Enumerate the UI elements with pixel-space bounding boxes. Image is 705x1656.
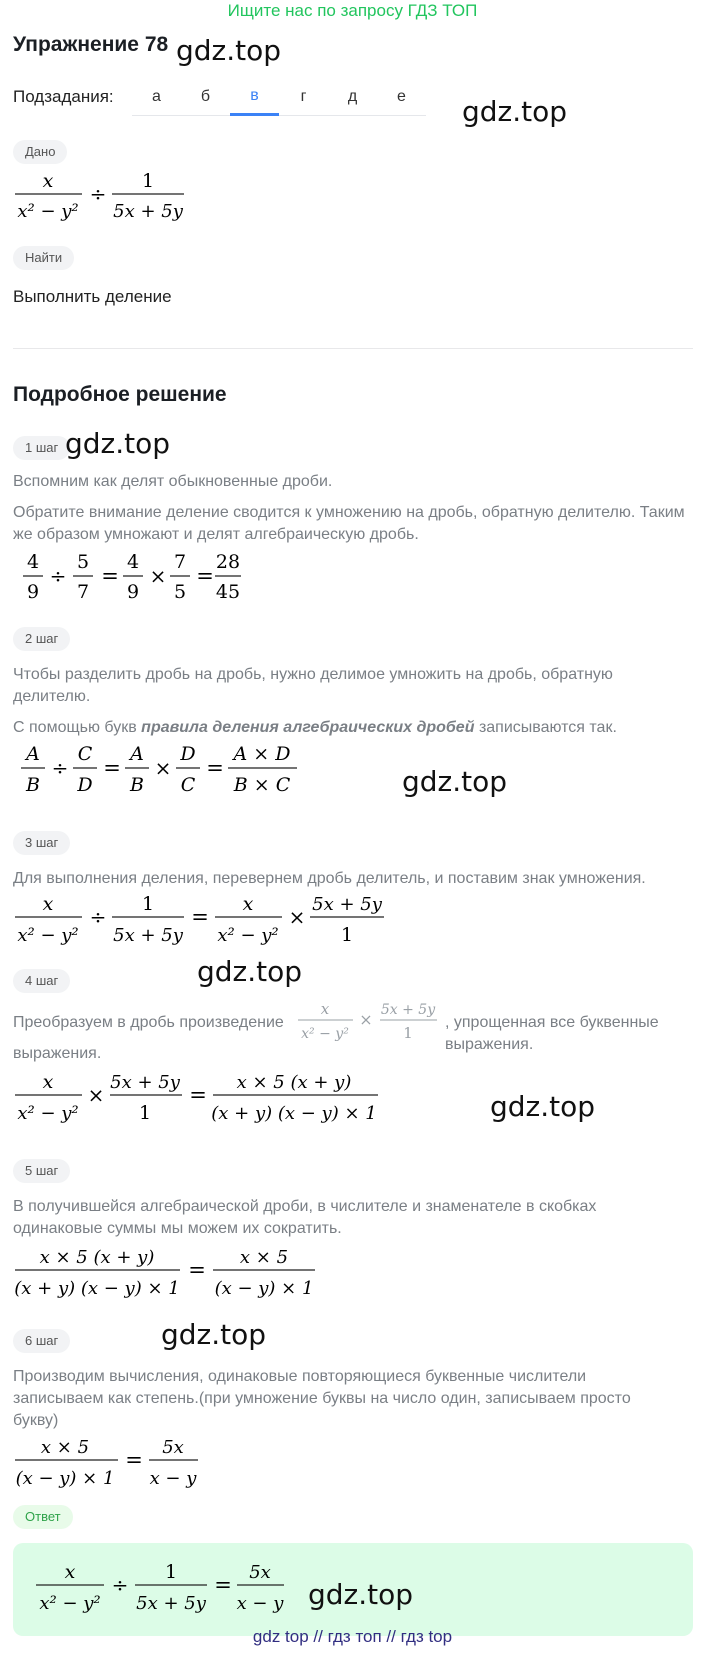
svg-text:7: 7 [76,581,90,603]
step-6-chip: 6 шаг [13,1329,70,1353]
svg-text:x² − y²: x² − y² [17,925,79,946]
page-title: Упражнение 78 [13,33,169,56]
svg-text:=: = [191,905,209,929]
divider [13,348,693,349]
step-1-text-2: Обратите внимание деление сводится к умножению на дробь, обратную делителю. Таким же образом умножают и делят алгебраическую дробь. [13,504,685,543]
watermark: gdz.top [176,34,282,67]
svg-text:4: 4 [26,551,40,573]
step-4-text-1: Преобразуем в дробь произведение [13,1014,284,1031]
step-2-text-2: С помощью букв правила деления алгебраических дробей записываются так. [13,719,617,736]
svg-text:=: = [125,1448,143,1472]
step-4-inline-expression [295,998,445,1046]
step-6-text: Производим вычисления, одинаковые повторяющиеся буквенные числители записываем как степень.(при умножение буквы на число один, записываем просто букву) [13,1368,631,1429]
step-3-expression [10,890,390,950]
svg-text:÷: ÷ [49,564,67,588]
solution-title: Подробное решение [13,383,227,406]
watermark: gdz.top [462,95,568,128]
step-6-expression [10,1433,230,1493]
op-div: ÷ [89,182,107,206]
svg-text:×: × [149,564,167,588]
svg-text:5x + 5y: 5x + 5y [136,1593,206,1614]
step-2-expression [15,740,305,800]
svg-text:÷: ÷ [51,756,69,780]
svg-text:x: x [64,1561,76,1583]
tab-e[interactable]: е [377,78,426,116]
given-d1: x² − y² [17,201,79,222]
svg-text:D: D [77,774,93,796]
step-2-text-1: Чтобы разделить дробь на дробь, нужно делимое умножить на дробь, обратную делителю. [13,666,613,705]
step-4-text-3: выражения. [13,1045,102,1062]
svg-text:(x + y) (x − y) × 1: (x + y) (x − y) × 1 [211,1103,377,1124]
svg-text:5: 5 [76,551,90,573]
svg-text:1: 1 [340,924,354,946]
svg-text:×: × [359,1010,373,1029]
svg-text:(x − y) × 1: (x − y) × 1 [214,1278,314,1299]
svg-text:=: = [103,756,121,780]
step-4-chip: 4 шаг [13,969,70,993]
svg-text:x: x [42,1071,54,1093]
given-n2: 1 [141,170,155,192]
svg-text:×: × [87,1083,105,1107]
svg-text:x − y: x − y [236,1593,284,1614]
step-5-text: В получившейся алгебраической дроби, в числителе и знаменателе в скобках одинаковые суммы мы можем их сократить. [13,1198,597,1237]
svg-text:x × 5 (x + y): x × 5 (x + y) [236,1072,352,1093]
footer-links[interactable]: gdz top // гдз топ // гдз top [252,1627,453,1646]
svg-text:4: 4 [126,551,140,573]
svg-text:=: = [101,564,119,588]
svg-text:A: A [130,743,144,765]
svg-text:x² − y²: x² − y² [301,1026,349,1042]
watermark: gdz.top [402,765,508,798]
svg-text:9: 9 [26,581,40,603]
svg-text:45: 45 [215,581,241,603]
step-3-text: Для выполнения деления, перевернем дробь делитель, и поставим знак умножения. [13,870,646,887]
svg-text:B: B [130,774,144,796]
svg-text:5x + 5y: 5x + 5y [113,925,183,946]
svg-text:D: D [180,743,196,765]
svg-text:x² − y²: x² − y² [217,925,279,946]
svg-text:x: x [320,1000,330,1018]
svg-text:÷: ÷ [89,905,107,929]
tab-b[interactable]: б [181,78,230,116]
svg-text:B: B [26,774,40,796]
svg-text:5: 5 [173,581,187,603]
step-1-expression [15,548,245,606]
svg-text:×: × [288,905,306,929]
answer-chip: Ответ [13,1505,73,1529]
svg-text:A: A [26,743,40,765]
svg-text:5x: 5x [249,1562,271,1583]
step-4-expression [10,1068,390,1128]
svg-text:A × D: A × D [233,743,291,765]
svg-text:=: = [214,1573,232,1597]
svg-text:x² − y²: x² − y² [17,1103,79,1124]
svg-text:x² − y²: x² − y² [39,1593,101,1614]
step-5-chip: 5 шаг [13,1159,70,1183]
step-1-chip: 1 шаг [13,436,70,460]
watermark: gdz.top [161,1318,267,1351]
svg-text:x − y: x − y [149,1468,197,1489]
watermark: gdz.top [308,1578,414,1611]
svg-text:C: C [77,743,93,765]
search-banner[interactable]: Ищите нас по запросу ГДЗ ТОП [227,1,478,20]
tab-d[interactable]: д [328,78,377,116]
step-1-text-1: Вспомним как делят обыкновенные дроби. [13,473,333,490]
svg-text:5x + 5y: 5x + 5y [312,894,382,915]
watermark: gdz.top [490,1090,596,1123]
svg-text:B × C: B × C [233,774,291,796]
watermark: gdz.top [65,427,171,460]
svg-text:1: 1 [403,1024,413,1042]
given-expression [10,168,210,226]
svg-text:1: 1 [164,1561,178,1583]
svg-text:1: 1 [141,893,155,915]
step-4-text-2: , упрощенная все буквенные выражения. [445,1014,659,1053]
step-5-expression [10,1243,330,1303]
svg-text:x × 5: x × 5 [239,1247,289,1268]
given-n1: x [42,170,54,192]
svg-text:9: 9 [126,581,140,603]
svg-text:=: = [206,756,224,780]
tab-v[interactable]: в [230,78,279,116]
tab-g[interactable]: г [279,78,328,116]
find-chip: Найти [13,246,74,270]
svg-text:7: 7 [173,551,187,573]
step-3-chip: 3 шаг [13,831,70,855]
svg-text:×: × [154,756,172,780]
svg-text:x: x [42,893,54,915]
given-d2: 5x + 5y [113,201,183,222]
svg-text:x: x [242,893,254,915]
svg-text:5x + 5y: 5x + 5y [380,1002,436,1018]
svg-text:÷: ÷ [111,1573,129,1597]
svg-text:x × 5 (x + y): x × 5 (x + y) [39,1247,155,1268]
given-chip: Дано [13,140,67,164]
find-text: Выполнить деление [13,287,172,306]
answer-expression [30,1558,300,1618]
svg-text:(x − y) × 1: (x − y) × 1 [15,1468,115,1489]
step-2-chip: 2 шаг [13,627,70,651]
svg-text:1: 1 [138,1102,152,1124]
svg-text:C: C [180,774,196,796]
subtask-tabs [132,78,432,116]
svg-text:28: 28 [215,551,241,573]
svg-text:x × 5: x × 5 [40,1437,90,1458]
tab-a[interactable]: а [132,78,181,116]
watermark: gdz.top [197,955,303,988]
svg-text:5x + 5y: 5x + 5y [110,1072,180,1093]
svg-text:=: = [189,1083,207,1107]
svg-text:=: = [188,1258,206,1282]
subtasks-label: Подзадания: [13,87,114,106]
svg-text:(x + y) (x − y) × 1: (x + y) (x − y) × 1 [14,1278,180,1299]
svg-text:5x: 5x [162,1437,184,1458]
svg-text:=: = [196,564,214,588]
